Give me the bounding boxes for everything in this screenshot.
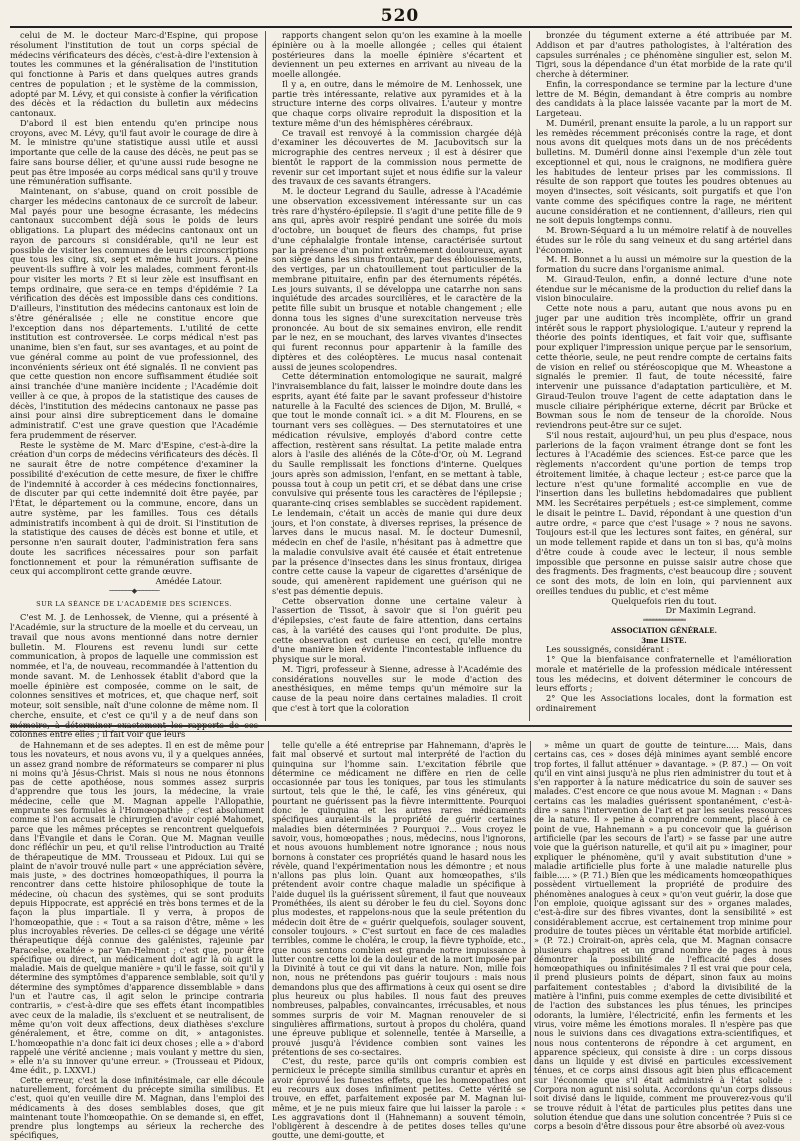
paragraph: Cette observation donne une certaine valeur à l'assertion de Tissot, à savoir que si l'on guérit peu d'épilepsies, c'est faute de faire attention, dans certains cas, à la variété des causes qui l'ont produite. De plus, cette observation est curieuse en ceci, qu'elle montre d'une manière bien évidente l'incontestable influence du physique sur le moral. xyxy=(272,595,522,664)
column-rule xyxy=(530,741,531,1101)
paragraph: de Hahnemann et de ses adeptes. Il en est de même pour tous les novateurs, et nous avons vu, il y a quelques années, un assez grand nombre de réformateurs se comparer ni plus ni moins qu'à Jésus-Christ. Mais si nous ne nous étonnons pas de cette apothéose, nous sommes assez surpris d'apprendre que tous les jours, la médecine, la vraie médecine, celle que M. Magnan appelle l'Allopathie, emprunte ses formules à l'Homœopathie ; c'est absolument comme si l'on accusait le chirurgien d'avoir copié Mahomet, parce que les mêmes préceptes se rencontrent quelquefois dans l'Évangile et dans le Coran. Que M. Magnan veuille donc réfléchir un peu, et qu'il relise l'introduction au Traité de thérapeutique de MM. Trousseau et Pidoux. Lui qui se plaint de n'avoir trouvé nulle part « une appréciation sévère, mais juste, » des doctrines homœopathiques, il pourra la rencontrer dans cette histoire philosophique de toute la médecine, où chacun des systèmes, qui se sont produits depuis Hippocrate, est apprécié en très bons termes et de la façon la plus impartiale. Il y verra, à propos de l'homœopathie, que : « Tout a sa raison d'être, même » les plus incroyables rêveries. De celles-ci se dégage une vérité thérapeutique déjà connue des galénistes, rajeunie par Paracelse, exaltée » par Van-Helmont ; c'est que, pour être spécifique ou direct, un médicament doit agir là où agit la maladie. Mais de quelque manière » qu'il le fasse, soit qu'il y détermine des symptômes d'apparence semblable, soit qu'il y détermine des symptômes d'apparence dissemblable » dans l'un et l'autre cas, il agit selon le principe contraria contrariis, » c'est-à-dire que ses effets étant incompatibles avec ceux de la maladie, ils s'excluent et se neutralisent, de même qu'on voit deux affections, deux diathèses s'exclure généralement, et être, comme on dit, » antagonistes. L'homœopathie n'a donc fait ici deux choses ; elle a » d'abord rappelé une vérité ancienne ; mais voulant y mettre du sien, » elle n'a su innover qu'une erreur. » (Trousseau et Pidoux, 4me édit., p. LXXVI.) xyxy=(10,740,264,1076)
signature: Dr Maximin Legrand. xyxy=(665,605,756,616)
feuilleton-rule xyxy=(10,731,792,732)
quote: Quelquefois rien du tout. xyxy=(611,595,717,606)
lower-column-1 xyxy=(10,740,264,1141)
paragraph: bronzée du tégument externe a été attribuée par M. Addison et par d'autres pathologistes, à l'altération des capsules surrénales ; ce phénomène singulier est, selon M. Tigri, sous la dépendance d'un état morbide de la rate qu'il cherche à déterminer. xyxy=(536,30,792,79)
paragraph: Enfin, la correspondance se termine par la lecture d'une lettre de M. Bégin, demandant à être compris au nombre des candidats à la place laissée vacante par la mort de M. Largeteau. xyxy=(536,78,792,118)
paragraph: Reste le système de M. Marc d'Espine, c'est-à-dire la création d'un corps de médecins vérificateurs des décès. Il ne saurait être de notre compétence d'examiner la possibilité d'exécution de cette mesure, de fixer le chiffre de l'indemnité à accorder à ces médecins fonctionnaires, de discuter par qui cette indemnité doit être payée, par l'État, le département ou la commune, encore, dans un autre système, par les familles. Tous ces détails administratifs incombent à qui de droit. Si l'institution de la statistique des causes de décès est bonne et utile, et personne n'en saurait douter, l'administration fera sans doute les sacrifices nécessaires pour son parfait fonctionnement et pour la rémunération suffisante de ceux qui accompliront cette grande œuvre. xyxy=(10,439,258,577)
paragraph: Ce travail est renvoyé à la commission chargée déjà d'examiner les découvertes de M. Jacubovitsch sur la micrographie des centres nerveux ; il est à désirer que bientôt le rapport de la commission nous permette de revenir sur cet important sujet et nous édifie sur la valeur des travaux de ces savants étrangers. xyxy=(272,127,522,187)
ornament-divider: ═════════════ xyxy=(643,616,685,624)
paragraph: M. Tigri, professeur à Sienne, adresse à l'Académie des considérations nouvelles sur le mode d'action des anesthésiques, en même temps qu'un mémoire sur la cause de la peau noire dans certaines maladies. Il croit que c'est à tort que la coloration xyxy=(272,663,522,713)
paragraph: telle qu'elle a été entreprise par Hahnemann, d'après le fait mal observé et surtout mal interprété de l'action du quinquina sur l'homme sain. L'excitation fébrile que détermine ce médicament ne diffère en rien de celle occasionnée par tous les toniques, par tous les stimulants surtout, tels que le thé, le café, les vins généreux, qui pourtant ne guérissent pas la fièvre intermittente. Pourquoi donc le quinquina et les autres rares médicaments spécifiques auraient-ils la propriété de guérir certaines maladies bien déterminées ? Pourquoi ?... Vous croyez le savoir, vous, homœopathes ; nous, médecins, nous l'ignorons, et nous avouons humblement notre ignorance ; nous nous bornons à constater ces propriétés quand le hasard nous les révèle, quand l'expérimentation nous les démontre ; et nous n'allons pas plus loin. Quant aux homœopathes, s'ils prétendent avoir contre chaque maladie un spécifique à l'aide duquel ils la guérissent sûrement, il faut que nouveaux Prométhées, ils aient su dérober le feu du ciel. Soyons donc plus modestes, et rappelons-nous que la seule prétention du médecin doit être de « guérir quelquefois, soulager souvent, consoler toujours. » C'est surtout en face de ces maladies terribles, comme le choléra, le croup, la fièvre typhoïde, etc., que nous sentons combien est grande notre impuissance à lutter contre cette loi de la douleur et de la mort imposée par la Divinité à tout ce qui vit dans la nature. Non, mille fois non, nous ne prétendons pas guérir toujours : mais nous demandons plus que des affirmations à ceux qui osent se dire plus heureux ou plus habiles. Il nous faut des preuves nombreuses, palpables, convaincantes, irrécusables, et nous sommes surpris de voir M. Magnan renouveler de si singulières affirmations, surtout à propos du choléra, quand une épreuve publique et solennelle, tentée à Marseille, a prouvé jusqu'à l'évidence combien sont vaines les prétentions de ses co-sectaires. xyxy=(272,740,526,1057)
paragraph: celui de M. le docteur Marc-d'Espine, qui propose résolument l'institution de tout un corps spécial de médecins vérificateurs des décès, c'est-à-dire l'extension à toutes les communes et la généralisation de l'institution qui fonctionne à Paris et dans quelques autres grands centres de population ; et le système de la commission, adopté par M. Lévy, et qui consiste à confier la vérification des décès et la rédaction du bulletin aux médecins cantonaux. xyxy=(10,30,258,118)
paragraph: Il y a, en outre, dans le mémoire de M. Lenhossek, une partie très intéressante, relative aux pyramides et à la structure interne des corps olivaires. L'auteur y montre que chaque corps olivaire reproduit la disposition et la texture même d'un des hémisphères cérébraux. xyxy=(272,78,522,128)
upper-column-1 xyxy=(10,30,258,740)
ornament-divider: ───────◆─────── xyxy=(109,586,159,595)
paragraph: M. Brown-Séquard a lu un mémoire relatif à de nouvelles études sur le rôle du sang veineux et du sang artériel dans l'économie. xyxy=(536,225,792,255)
paragraph: Cette détermination entomologique ne saurait, malgré l'invraisemblance du fait, laisser le moindre doute dans les esprits, ayant été faite par le savant professeur d'histoire naturelle à la Faculté des sciences de Dijon, M. Brullé, « que tout le monde connaît ici. » a dit M. Flourens, en se tournant vers ses collègues. — Des sternutatoires et une médication révulsive, employés d'abord contre cette affection, restèrent sans résultat. La petite malade entra alors à l'asile des aliénés de la Côte-d'Or, où M. Legrand du Saulle remplissait les fonctions d'interne. Quelques jours après son admission, l'enfant, en se mettant à table, poussa tout à coup un petit cri, et se débat dans une crise convulsive qui présente tous les caractères de l'épilepsie ; quarante-cinq crises semblables se succèdent rapidement. Le lendemain, c'était un accès de manie qui dure deux jours, et l'on constate, à diverses reprises, la présence de larves dans le mucus nasal. M. le docteur Dumesnil, médecin en chef de l'asile, n'hésitant pas à admettre que la maladie convulsive avait été causée et était entretenue par la présence d'insectes dans les sinus frontaux, dirigea contre cette cause la vapeur de cigarettes d'arsénique de soude, qui amenèrent rapidement une guérison qui ne s'est pas démentie depuis. xyxy=(272,371,522,596)
paragraph: C'est M. J. de Lenhossek, de Vienne, qui a présenté à l'Académie, sur la structure de la moelle et du cerveau, un travail que nous avons mentionné dans notre dernier bulletin. M. Flourens est revenu lundi sur cette communication, à propos de laquelle une commission est nommée, et l'a, de nouveau, recommandée à l'attention du monde savant. M. de Lenhossek établit d'abord que la moelle épinière est composée, comme on le sait, de colonnes sensitives et motrices, et, que chaque nerf, soit moteur, soit sensible, naît d'une colonne de même nom. Il cherche, ensuite, et c'est ce qu'il y a de neuf dans son mémoire, à déterminer exactement les rapports de ces colonnes entre elles ; il fait voir que leurs xyxy=(10,612,258,740)
paragraph: Maintenant, on s'abuse, quand on croit possible de charger les médecins cantonaux de ce surcroît de labeur. Mal payés pour une besogne écrasante, les médecins cantonaux succombent déjà sous le poids de leurs obligations. La plupart des médecins cantonaux ont un rayon de parcours si considérable, qu'il ne leur est possible de visiter les communes de leurs circonscriptions que tous les cinq, six, sept et même huit jours. À peine peuvent-ils suffire à voir les malades, comment feront-ils pour visiter les morts ? Et si leur zèle est insuffisant en temps ordinaire, que sera-ce en temps d'épidémie ? La vérification des décès est impossible dans ces conditions. D'ailleurs, l'institution des médecins cantonaux est loin de s'être généralisée ; elle ne constitue encore que l'exception dans nos départements. L'utilité de cette institution est controversée. Le corps médical n'est pas unanime, bien s'en faut, sur ses avantages, et au point de vue général comme au point de vue professionnel, des inconvénients sérieux ont été signalés. Il ne convient pas que cette question non encore suffisamment étudiée soit ainsi tranchée d'une manière incidente ; l'Académie doit veiller à ce que, à propos de la statistique des causes de décès, l'institution des médecins cantonaux ne passe pas ainsi pour ainsi dire subrepticement dans le domaine administratif. C'est une grave question que l'Académie fera prudemment de réserver. xyxy=(10,186,258,440)
paragraph: Cette erreur, c'est la dose infinitésimale, car elle découle naturellement, forcément du précepte similia similibus. Et c'est, quoi qu'en veuille dire M. Magnan, dans l'emploi des médicaments à des doses semblables doses, que git maintenant toute l'homœopathie. On se demande si, en effet, prendre plus longtemps au sérieux la recherche des spécifiques, xyxy=(10,1074,264,1141)
column-rule xyxy=(529,31,530,721)
column-rule xyxy=(268,741,269,1101)
paragraph: rapports changent selon qu'on les examine à la moelle épinière ou à la moelle allongée ; celles qui étaient postérieures dans la moelle épinière s'écartent et deviennent un peu externes en arrivant au niveau de la moelle allongée. xyxy=(272,30,522,79)
page-number: 520 xyxy=(380,6,420,26)
paragraph: C'est, du reste, parce qu'ils ont compris combien est pernicieux le précepte similia similibus curantur et après en avoir éprouvé les funestes effets, que les homœopathes ont eu recours aux doses infiniment petites. Cette vérité se trouve, en effet, parfaitement exposée par M. Magnan lui-même, et je ne puis mieux faire que lui laisser la parole : « Les aggravations dont il (Hahnemann) a souvent témoin, l'obligèrent à descendre à de petites doses telles qu'une goutte, une demi-goutte, et xyxy=(272,1056,526,1141)
paragraph: 2° Que les Associations locales, dont la formation est ordinairement xyxy=(536,693,792,713)
section-title: SUR LA SÉANCE DE L'ACADÉMIE DES SCIENCES. xyxy=(36,599,232,608)
paragraph: Cette note nous a paru, autant que nous avons pu en juger par une audition très incomplète, offrir un grand intérêt sous le rapport physiologique. L'auteur y reprend la théorie des points identiques, et fait voir que, suffisante pour expliquer l'impression unique perçue par le sensorium, cette théorie, seule, ne peut rendre compte de certains faits de vision en relief ou stéréoscopique que M. Wheastone a signalés le premier. Il faut, de toute nécessité, faire intervenir une puissance d'adaptation particulière, et M. Giraud-Teulon trouve l'agent de cette adaptation dans le muscle ciliaire périphérique externe, décrit par Brücke et Bowman sous le nom de tenseur de la choroïde. Nous reviendrons peut-être sur ce sujet. xyxy=(536,303,792,430)
header-rule xyxy=(10,26,792,28)
association-title: ASSOCIATION GÉNÉRALE. xyxy=(611,625,717,635)
paragraph: M. H. Bonnet a lu aussi un mémoire sur la question de la formation du sucre dans l'organisme animal. xyxy=(536,254,792,274)
paragraph: M. Duméril, prenant ensuite la parole, a lu un rapport sur les remèdes récemment préconisés contre la rage, et dont nous avons dit quelques mots dans un de nos précédents bulletins. M. Duméril donne ainsi l'exemple d'un zèle tout exceptionnel et qui, nous le craignons, ne modifiera guère les habitudes de lenteur prises par les commissions. Il résulte de son rapport que toutes les poudres obtenues au moyen d'insectes, soit vésicants, soit purgatifs et que l'on vante comme des spécifiques contre la rage, ne méritent aucune considération et ne contiennent, d'ailleurs, rien qui ne soit depuis longtemps connu. xyxy=(536,117,792,226)
paragraph: » même un quart de goutte de teinture..... Mais, dans certains cas, ces » doses déjà minimes ayant semblé encore trop fortes, il fallut atténuer » davantage. » (P. 87.) — On voit qu'il en vint ainsi jusqu'à ne plus rien administrer du tout et à s'en rapporter à la nature médicatrice du soin de sauver ses malades. C'est encore ce que nous avoue M. Magnan : « Dans certains cas les maladies guérissent spontanément, c'est-à-dire » sans l'intervention de l'art et par les seules ressources de la nature. Il » peine à comprendre comment, placé à ce point de vue, Hahnemann » a pu concevoir que la guérison artificielle (par les secours de l'art) » se fasse par une autre voie que la guérison naturelle, et qu'il ait pu » imaginer, pour expliquer le phénomène, qu'il y avait substitution d'une » maladie artificielle plus forte à une maladie naturelle plus faible..... » (P. 71.) Bien que les médicaments homœopathiques possèdent virtuellement la propriété de produire des phénomènes analogues à ceux » qu'on veut guérir, la dose que l'on emploie, quoique agissant sur des » organes malades, c'est-à-dire sur des fibres vivantes, dont la sensibilité » est considérablement accrue, est certainement trop minime pour produire de toutes pièces un véritable état morbide artificiel. » (P. 72.) Croirait-on, après cela, que M. Magnan consacre plusieurs chapitres et un grand nombre de pages à nous démontrer la possibilité de l'efficacité des doses homœopathiques ou infinitésimales ? Il est vrai que pour cela, il prend plusieurs points de départ, sinon faux au moins parfaitement contestables ; d'abord la divisibilité de la matière à l'infini, puis comme exemples de cette divisibilité et de l'action des substances les plus ténues, les principes odorants, la lumière, l'électricité, enfin les ferments et les virus, voire même les émotions morales. Il n'espère pas que nous le suivions dans ces divagations extra-scientifiques, et nous nous contenterons de répondre à cet argument, en apparence spécieux, qui consiste à dire : un corps dissous dans un liquide y est divisé en particules excessivement ténues, et ce corps ainsi dissous agit bien plus efficacement sur l'économie que s'il était administré à l'état solide : Corpora non agunt nisi soluta. Accordons qu'un corps dissous soit divisé dans le liquide, comment me prouverez-vous qu'il se trouve réduit à l'état de particules plus petites dans une solution étendue que dans une solution concentrée ? Puis si ce corps a besoin d'être dissous pour être absorbé où avez-vous xyxy=(534,740,792,1132)
feuilleton-rule xyxy=(10,725,792,727)
signature: Amédée Latour. xyxy=(155,576,222,586)
paragraph: M. Giraud-Teulon, enfin, a donné lecture d'une note étendue sur le mécanisme de la production du relief dans la vision binoculaire. xyxy=(536,273,792,304)
lower-column-2 xyxy=(272,740,526,1141)
upper-column-3 xyxy=(536,31,792,721)
lower-column-3 xyxy=(534,740,792,1132)
paragraph: 1° Que la bienfaisance confraternelle et l'amélioration morale et matérielle de la profession médicale intéressent tous les médecins, et doivent déterminer le concours de leurs efforts ; xyxy=(536,654,792,694)
paragraph: D'abord il est bien entendu qu'en principe nous croyons, avec M. Lévy, qu'il faut avoir le courage de dire à M. le ministre qu'une statistique aussi utile et aussi importante que celle de la cause des décès, ne peut pas se faire sans bourse délier, et qu'une aussi rude besogne ne peut pas être imposée au corps médical sans qu'il y trouve une rémunération suffisante. xyxy=(10,117,258,187)
upper-column-2 xyxy=(272,31,522,721)
association-list-number: 3me LISTE. xyxy=(641,635,687,645)
paragraph: M. le docteur Legrand du Saulle, adresse à l'Académie une observation excessivement intéressante sur un cas très rare d'hystéro-épilepsie. Il s'agit d'une petite fille de 9 ans qui, après avoir respiré pendant une soirée du mois d'octobre, un bouquet de fleurs des champs, fut prise d'une céphalalgie frontale intense, caractérisée surtout par la présence d'un point extrêmement douloureux, ayant son siège dans les sinus frontaux, par des éblouissements, des vertiges, par un chatouillement tout particulier de la membrane pituitaire, enfin par des éternuments répétés. Les jours suivants, il se développa une catarrhe non sans inquiétude des arcades sourcilières, et le caractère de la petite fille subit un brusque et notable changement ; elle donna tous les signes d'une surexcitation nerveuse très prononcée. Au bout de six semaines environ, elle rendit par le nez, en se mouchant, des larves vivantes d'insectes qui furent reconnus pour appartenir à la famille des diptères et des coléoptères. Le mucus nasal contenait aussi de jeunes scolopendres. xyxy=(272,186,522,372)
paragraph: Les soussignés, considérant : xyxy=(546,644,670,655)
paragraph: S'il nous restait, aujourd'hui, un peu plus d'espace, nous parlerions de la façon vraiment étrange dont se font les lectures à l'Académie des sciences. Est-ce parce que les règlements n'accordent qu'une portion de temps trop étroitement limitée, à chaque lecteur ; est-ce parce que la lecture n'est qu'une formalité accomplie en vue de l'insertion dans les bulletins hebdomadaires que publient MM. les Secrétaires perpétuels ; est-ce simplement, comme le disait le peintre L. David, répondant à une question d'un autre ordre, « parce que c'est l'usage » ? nous ne savons. Toujours est-il que les lectures sont faites, en général, sur un mode tellement rapide et dans un ton si bas, qu'à moins d'être coude à coude avec le lecteur, il nous semble impossible que personne en puisse saisir autre chose que des fragments. Des fragments, c'est beaucoup dire ; souvent ce sont des mots, de loin en loin, qui parviennent aux oreilles tendues du public, et c'est même xyxy=(536,429,792,596)
column-rule xyxy=(265,31,266,721)
